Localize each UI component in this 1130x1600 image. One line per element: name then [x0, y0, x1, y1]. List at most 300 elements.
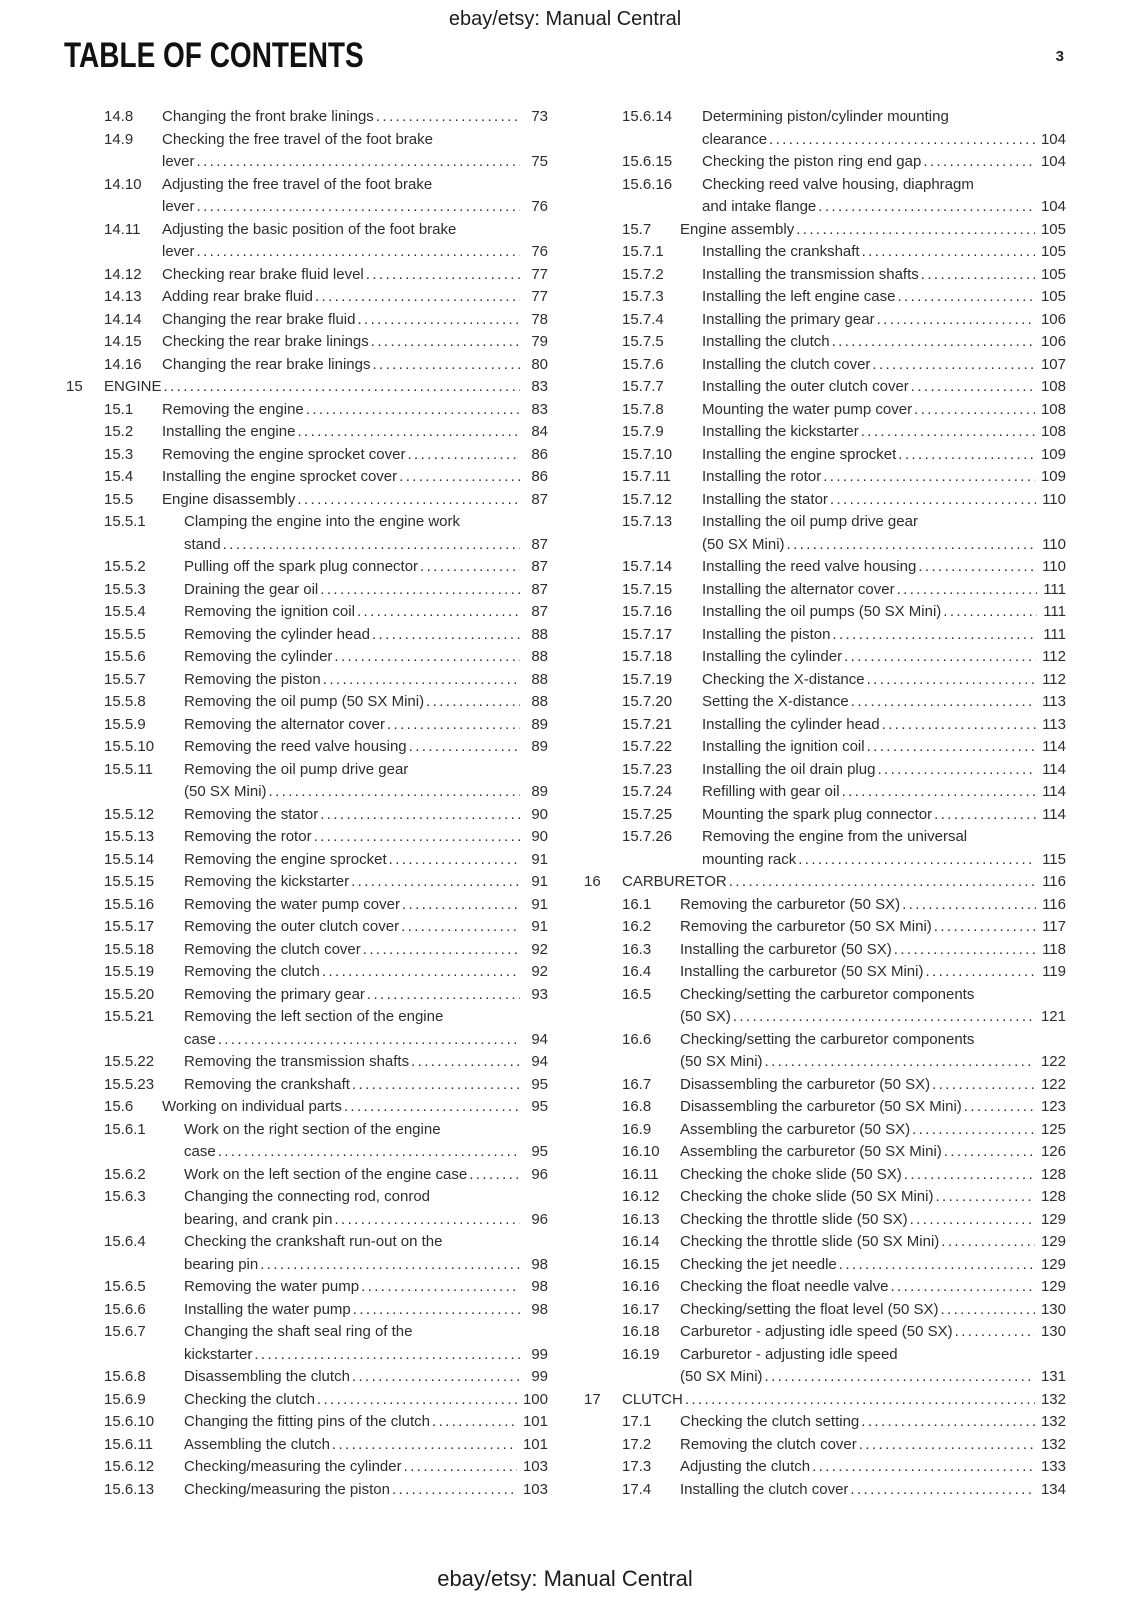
dot-leader — [867, 669, 1036, 692]
toc-entry — [104, 1231, 548, 1276]
dot-leader — [357, 309, 520, 332]
toc-entry-title-line: Installing the alternator cover — [702, 580, 895, 598]
toc-entry-page: 132 — [1040, 1390, 1066, 1408]
toc-entry — [104, 1434, 548, 1457]
toc-entry-number: 16.9 — [622, 1120, 652, 1138]
toc-entry-number: 15.7.3 — [622, 288, 664, 305]
toc-entry — [104, 1119, 548, 1164]
toc-entry-body — [184, 669, 548, 692]
toc-entry-last-line — [162, 241, 548, 264]
toc-entry-last-line — [184, 939, 548, 962]
toc-entry-number: 17.3 — [622, 1458, 652, 1475]
toc-entry-last-line — [680, 1209, 1066, 1232]
toc-entry-number: 16.18 — [622, 1323, 660, 1340]
toc-entry-number: 15.4 — [104, 468, 134, 485]
toc-entry-body — [702, 376, 1066, 399]
toc-entry-number: 15.6.7 — [104, 1323, 146, 1340]
toc-entry-body — [680, 939, 1066, 962]
toc-entry-last-line — [680, 1231, 1066, 1254]
toc-entry-title-line: Installing the stator — [702, 490, 828, 508]
dot-leader — [935, 1186, 1035, 1209]
toc-entry — [622, 804, 1066, 827]
toc-column-left — [66, 106, 548, 1501]
dot-leader — [344, 1096, 520, 1119]
toc-entry-body — [184, 961, 548, 984]
toc-entry — [66, 376, 548, 399]
toc-entry-page: 105 — [1040, 265, 1066, 283]
toc-entry — [622, 1231, 1066, 1254]
toc-entry-page: 86 — [531, 468, 548, 485]
dot-leader — [401, 916, 520, 939]
dot-leader — [372, 354, 520, 377]
toc-entry-page: 128 — [1040, 1188, 1066, 1205]
toc-entry-last-line — [184, 961, 548, 984]
toc-entry-body — [680, 984, 1066, 1029]
toc-entry — [622, 1321, 1066, 1344]
toc-entry-last-line — [680, 916, 1066, 939]
dot-leader — [399, 466, 520, 489]
toc-entry — [622, 736, 1066, 759]
page-title: TABLE OF CONTENTS — [64, 36, 364, 75]
dot-leader — [315, 286, 520, 309]
toc-entry-number: 14.13 — [104, 288, 142, 305]
toc-entry-title-line: Mounting the water pump cover — [702, 400, 913, 418]
toc-entry-title-line: Removing the water pump — [184, 1278, 360, 1295]
toc-entry-page: 129 — [1040, 1233, 1066, 1250]
toc-entry-title-line: Removing the alternator cover — [184, 715, 385, 733]
toc-entry-title-line: Installing the kickstarter — [702, 423, 859, 440]
toc-entry — [104, 1096, 548, 1119]
toc-entry — [622, 466, 1066, 489]
toc-entry-number: 15.5.15 — [104, 873, 155, 890]
toc-entry-last-line — [184, 1456, 548, 1479]
toc-entry — [104, 466, 548, 489]
dot-leader — [912, 1119, 1035, 1142]
toc-entry-last-line — [680, 1051, 1066, 1074]
toc-entry-number: 15.5.8 — [104, 693, 146, 710]
toc-entry-number: 15.6.4 — [104, 1233, 146, 1250]
toc-entry-title-line: Disassembling the carburetor (50 SX) — [680, 1075, 931, 1093]
toc-entry-last-line — [184, 1141, 548, 1164]
dot-leader — [918, 556, 1036, 579]
toc-entry-title-line: Removing the left section of the engine — [184, 1008, 444, 1025]
toc-entry-page: 130 — [1040, 1323, 1066, 1340]
toc-entry-number: 15.6.16 — [622, 175, 673, 193]
dot-leader — [376, 106, 520, 129]
toc-entry — [104, 714, 548, 737]
toc-entry-page: 73 — [531, 108, 548, 125]
toc-entry-number: 17 — [584, 1390, 601, 1408]
toc-entry-last-line — [184, 781, 548, 804]
toc-entry-number: 15.7.11 — [622, 468, 671, 485]
toc-entry — [622, 286, 1066, 309]
toc-entry-number: 15.6.13 — [104, 1480, 155, 1498]
toc-entry-last-line — [184, 601, 548, 624]
toc-entry-title-line: Removing the stator — [184, 805, 319, 823]
toc-entry-last-line — [702, 579, 1066, 602]
dot-leader — [357, 601, 520, 624]
toc-entry-body — [702, 489, 1066, 512]
toc-entry-last-line — [702, 759, 1066, 782]
toc-entry-body — [680, 1074, 1066, 1097]
toc-entry-body — [184, 826, 548, 849]
toc-entry — [104, 601, 548, 624]
toc-entry-page: 128 — [1040, 1165, 1066, 1183]
toc-entry-last-line — [184, 1254, 548, 1277]
toc-entry-page: 108 — [1040, 423, 1066, 440]
dot-leader — [861, 1411, 1035, 1434]
toc-entry-number: 15.5.16 — [104, 895, 155, 913]
toc-entry-title-line: Installing the engine — [162, 423, 296, 440]
dot-leader — [218, 1029, 520, 1052]
dot-leader — [964, 1096, 1035, 1119]
toc-column-right — [584, 106, 1066, 1501]
toc-entry-title-line: Removing the rotor — [184, 828, 312, 845]
toc-entry-body — [702, 579, 1066, 602]
toc-entry — [104, 1051, 548, 1074]
toc-entry-title-line: Removing the carburetor (50 SX Mini) — [680, 918, 932, 935]
toc-entry — [104, 624, 548, 647]
toc-entry-number: 15.5 — [104, 490, 134, 508]
toc-entry — [622, 669, 1066, 692]
toc-entry-body — [184, 1164, 548, 1187]
toc-entry-last-line — [702, 421, 1066, 444]
toc-entry-last-line — [184, 1074, 548, 1097]
toc-entry-page: 79 — [531, 333, 548, 350]
toc-entry-last-line — [184, 714, 548, 737]
dot-leader — [392, 1479, 517, 1502]
dot-leader — [812, 1456, 1035, 1479]
toc-entry-number: 15.7.26 — [622, 828, 673, 845]
dot-leader — [902, 894, 1036, 917]
toc-entry-title-line: Checking the piston ring end gap — [702, 153, 922, 170]
toc-entry-number: 15.7.1 — [622, 243, 664, 260]
toc-entry-last-line — [680, 1299, 1066, 1322]
dot-leader — [898, 444, 1035, 467]
toc-entry-body — [702, 466, 1066, 489]
toc-entry-page: 87 — [531, 603, 548, 620]
toc-entry-title-line: Installing the carburetor (50 SX Mini) — [680, 963, 924, 980]
toc-entry-number: 15.5.20 — [104, 985, 155, 1003]
toc-entry-body — [702, 174, 1066, 219]
toc-entry-page: 118 — [1042, 940, 1066, 958]
toc-entry-title-line: (50 SX) — [680, 1008, 731, 1025]
toc-entry-number: 15.7.6 — [622, 355, 664, 373]
toc-entry-title-line: Adding rear brake fluid — [162, 288, 313, 305]
toc-entry — [104, 1389, 548, 1412]
toc-entry — [104, 511, 548, 556]
toc-entry-number: 15.5.7 — [104, 670, 146, 688]
toc-entry-number: 15.5.10 — [104, 738, 155, 755]
toc-entry-last-line — [184, 826, 548, 849]
toc-entry-body — [702, 241, 1066, 264]
toc-entry-page: 110 — [1042, 535, 1066, 553]
toc-entry-page: 84 — [531, 423, 548, 440]
toc-entry-number: 16.8 — [622, 1098, 652, 1115]
footer-watermark-text: ebay/etsy: Manual Central — [437, 1566, 693, 1591]
toc-entry-last-line — [162, 106, 548, 129]
toc-entry — [622, 1434, 1066, 1457]
toc-entry-body — [184, 556, 548, 579]
toc-entry-title-line: Installing the engine sprocket — [702, 445, 897, 463]
toc-entry-title-line: Installing the clutch cover — [680, 1480, 849, 1498]
toc-entry-last-line — [702, 601, 1066, 624]
toc-entry-title-line: Removing the outer clutch cover — [184, 918, 400, 935]
toc-entry-number: 15.5.23 — [104, 1075, 155, 1093]
toc-entry-page: 89 — [531, 783, 548, 800]
table-of-contents — [66, 106, 1066, 1501]
toc-entry-body — [184, 939, 548, 962]
toc-entry-body — [702, 399, 1066, 422]
toc-entry-last-line — [622, 1389, 1066, 1412]
toc-entry-last-line — [184, 1479, 548, 1502]
toc-entry-last-line — [702, 534, 1066, 557]
toc-entry-title-line: Disassembling the carburetor (50 SX Mini) — [680, 1098, 962, 1115]
toc-entry-title-line: Removing the ignition coil — [184, 603, 355, 620]
toc-entry-number: 15.7.10 — [622, 445, 673, 463]
toc-entry-page: 95 — [531, 1098, 548, 1115]
toc-entry-page: 98 — [531, 1300, 548, 1318]
toc-entry-page: 132 — [1040, 1435, 1066, 1453]
toc-entry-title-line: Checking the throttle slide (50 SX) — [680, 1210, 908, 1228]
toc-entry-body — [702, 331, 1066, 354]
toc-entry-title-line: Determining piston/cylinder mounting — [702, 108, 949, 125]
toc-entry-last-line — [702, 849, 1066, 872]
toc-entry-body — [184, 871, 548, 894]
toc-entry-last-line — [702, 151, 1066, 174]
toc-entry — [104, 1299, 548, 1322]
toc-entry — [622, 1344, 1066, 1389]
toc-entry-number: 15.5.18 — [104, 940, 155, 958]
toc-entry-last-line — [702, 804, 1066, 827]
toc-entry-body — [162, 174, 548, 219]
toc-entry-body — [162, 421, 548, 444]
toc-entry — [622, 1299, 1066, 1322]
toc-entry — [622, 1096, 1066, 1119]
dot-leader — [934, 916, 1036, 939]
toc-entry-body — [702, 556, 1066, 579]
toc-entry — [622, 624, 1066, 647]
dot-leader — [897, 286, 1035, 309]
toc-entry-last-line — [162, 354, 548, 377]
toc-entry-body — [680, 916, 1066, 939]
dot-leader — [932, 1074, 1035, 1097]
toc-entry-body — [680, 1434, 1066, 1457]
dot-leader — [830, 489, 1036, 512]
header-watermark-text: ebay/etsy: Manual Central — [448, 8, 682, 30]
dot-leader — [911, 376, 1035, 399]
toc-entry-title-line: Installing the crankshaft — [702, 243, 860, 260]
toc-entry-last-line — [184, 669, 548, 692]
toc-entry-title-line: Assembling the carburetor (50 SX Mini) — [680, 1143, 942, 1160]
toc-entry-body — [184, 691, 548, 714]
toc-entry-body — [702, 759, 1066, 782]
toc-entry — [104, 849, 548, 872]
toc-entry-number: 15.7.9 — [622, 423, 664, 440]
toc-entry — [622, 151, 1066, 174]
toc-entry-body — [702, 354, 1066, 377]
toc-entry-page: 87 — [531, 535, 548, 553]
toc-entry-page: 78 — [531, 310, 548, 328]
toc-entry-number: 15.5.21 — [104, 1008, 155, 1025]
toc-entry-body — [680, 1141, 1066, 1164]
toc-entry-last-line — [184, 1366, 548, 1389]
toc-entry — [104, 646, 548, 669]
dot-leader — [372, 624, 520, 647]
toc-entry-number: 15.7.19 — [622, 670, 673, 688]
toc-entry-last-line — [680, 1411, 1066, 1434]
toc-entry-body — [184, 1231, 548, 1276]
toc-entry-page: 89 — [531, 715, 548, 733]
toc-entry — [104, 489, 548, 512]
toc-entry-last-line — [184, 916, 548, 939]
toc-entry-body — [680, 1119, 1066, 1142]
toc-entry-title-line: Installing the cylinder — [702, 648, 843, 665]
toc-entry-body — [184, 1276, 548, 1299]
toc-entry-title-line: stand — [184, 535, 221, 553]
toc-entry-page: 99 — [531, 1345, 548, 1363]
toc-entry-body — [184, 1411, 548, 1434]
toc-entry — [104, 1006, 548, 1051]
toc-entry-page: 126 — [1040, 1143, 1066, 1160]
toc-entry-number: 15.5.14 — [104, 850, 155, 868]
toc-entry-title-line: Assembling the carburetor (50 SX) — [680, 1120, 911, 1138]
toc-entry-body — [680, 1096, 1066, 1119]
toc-entry-last-line — [702, 376, 1066, 399]
toc-entry-page: 76 — [531, 198, 548, 215]
toc-entry-last-line — [702, 196, 1066, 219]
toc-entry-number: 15.5.11 — [104, 760, 153, 778]
dot-leader — [367, 984, 520, 1007]
toc-entry — [104, 354, 548, 377]
toc-entry-body — [680, 1029, 1066, 1074]
toc-entry — [622, 241, 1066, 264]
toc-entry — [622, 1029, 1066, 1074]
toc-entry-body — [104, 376, 548, 399]
toc-entry-title-line: Engine assembly — [680, 220, 795, 238]
toc-entry-last-line — [680, 1276, 1066, 1299]
toc-entry-body — [680, 1276, 1066, 1299]
toc-entry — [104, 1456, 548, 1479]
toc-entry — [622, 759, 1066, 782]
dot-leader — [164, 376, 520, 399]
toc-entry-number: 16.14 — [622, 1233, 660, 1250]
toc-entry-number: 15.6.15 — [622, 153, 673, 170]
toc-entry-body — [702, 601, 1066, 624]
toc-entry-last-line — [702, 331, 1066, 354]
toc-entry-number: 16.13 — [622, 1210, 660, 1228]
dot-leader — [769, 129, 1035, 152]
toc-entry-title-line: Assembling the clutch — [184, 1435, 330, 1453]
toc-entry — [622, 376, 1066, 399]
toc-entry-number: 15.6.14 — [622, 108, 673, 125]
toc-entry-page: 93 — [531, 985, 548, 1003]
toc-entry-title-line: Removing the primary gear — [184, 985, 365, 1003]
dot-leader — [839, 1254, 1035, 1277]
toc-entry-body — [162, 466, 548, 489]
toc-entry-page: 112 — [1042, 648, 1066, 665]
toc-entry — [622, 1479, 1066, 1502]
toc-entry-last-line — [680, 1096, 1066, 1119]
toc-entry-page: 131 — [1040, 1368, 1066, 1385]
dot-leader — [844, 646, 1036, 669]
toc-entry-last-line — [702, 691, 1066, 714]
toc-entry — [104, 669, 548, 692]
toc-entry-title-line: Carburetor - adjusting idle speed — [680, 1345, 898, 1363]
dot-leader — [796, 219, 1035, 242]
toc-entry-number: 15.7.14 — [622, 558, 673, 575]
dot-leader — [353, 1299, 520, 1322]
toc-entry-title-line: and intake flange — [702, 198, 817, 215]
toc-entry-title-line: Disassembling the clutch — [184, 1368, 350, 1385]
dot-leader — [260, 1254, 520, 1277]
toc-entry-number: 15.7.20 — [622, 693, 673, 710]
toc-entry-page: 108 — [1040, 378, 1066, 395]
toc-entry-title-line: Checking the choke slide (50 SX Mini) — [680, 1188, 934, 1205]
toc-entry-number: 16.5 — [622, 985, 652, 1003]
toc-entry-number: 15.7.5 — [622, 333, 664, 350]
toc-entry-page: 91 — [531, 850, 548, 868]
toc-entry-number: 14.15 — [104, 333, 142, 350]
toc-entry-body — [184, 1119, 548, 1164]
toc-entry-body — [622, 1389, 1066, 1412]
toc-entry-last-line — [184, 1389, 548, 1412]
toc-entry — [104, 871, 548, 894]
toc-entry-body — [184, 511, 548, 556]
toc-entry-page: 98 — [531, 1255, 548, 1273]
dot-leader — [867, 736, 1036, 759]
dot-leader — [411, 1051, 520, 1074]
dot-leader — [729, 871, 1036, 894]
toc-entry — [104, 939, 548, 962]
toc-entry-body — [184, 984, 548, 1007]
toc-entry-page: 101 — [522, 1435, 548, 1453]
toc-entry-number: 14.16 — [104, 355, 142, 373]
toc-entry-page: 106 — [1040, 310, 1066, 328]
toc-entry-title-line: Removing the engine from the universal — [702, 828, 968, 845]
toc-entry-title-line: Carburetor - adjusting idle speed (50 SX) — [680, 1323, 953, 1340]
dot-leader — [361, 1276, 520, 1299]
toc-entry-page: 129 — [1040, 1210, 1066, 1228]
toc-entry-page: 122 — [1040, 1075, 1066, 1093]
toc-entry-page: 114 — [1042, 783, 1066, 800]
toc-entry-title-line: case — [184, 1030, 216, 1048]
toc-entry-number: 16.17 — [622, 1300, 660, 1318]
toc-entry-title-line: Working on individual parts — [162, 1098, 342, 1115]
toc-entry — [622, 601, 1066, 624]
toc-entry-body — [162, 264, 548, 287]
toc-entry-title-line: Clamping the engine into the engine work — [184, 513, 461, 530]
toc-entry — [622, 331, 1066, 354]
toc-entry-last-line — [184, 1164, 548, 1187]
toc-entry-body — [680, 1209, 1066, 1232]
toc-entry-body — [162, 129, 548, 174]
toc-entry-body — [184, 714, 548, 737]
toc-entry-last-line — [702, 624, 1066, 647]
toc-entry-title-line: Changing the shaft seal ring of the — [184, 1323, 413, 1340]
toc-entry-number: 15.7.22 — [622, 738, 673, 755]
toc-entry — [104, 331, 548, 354]
toc-entry-body — [680, 1164, 1066, 1187]
toc-entry-body — [162, 309, 548, 332]
page-footer — [0, 1566, 1130, 1592]
dot-leader — [910, 1209, 1035, 1232]
toc-entry-number: 15.5.1 — [104, 513, 146, 530]
dot-leader — [877, 759, 1036, 782]
toc-entry-last-line — [184, 804, 548, 827]
toc-entry — [104, 894, 548, 917]
toc-entry — [622, 354, 1066, 377]
